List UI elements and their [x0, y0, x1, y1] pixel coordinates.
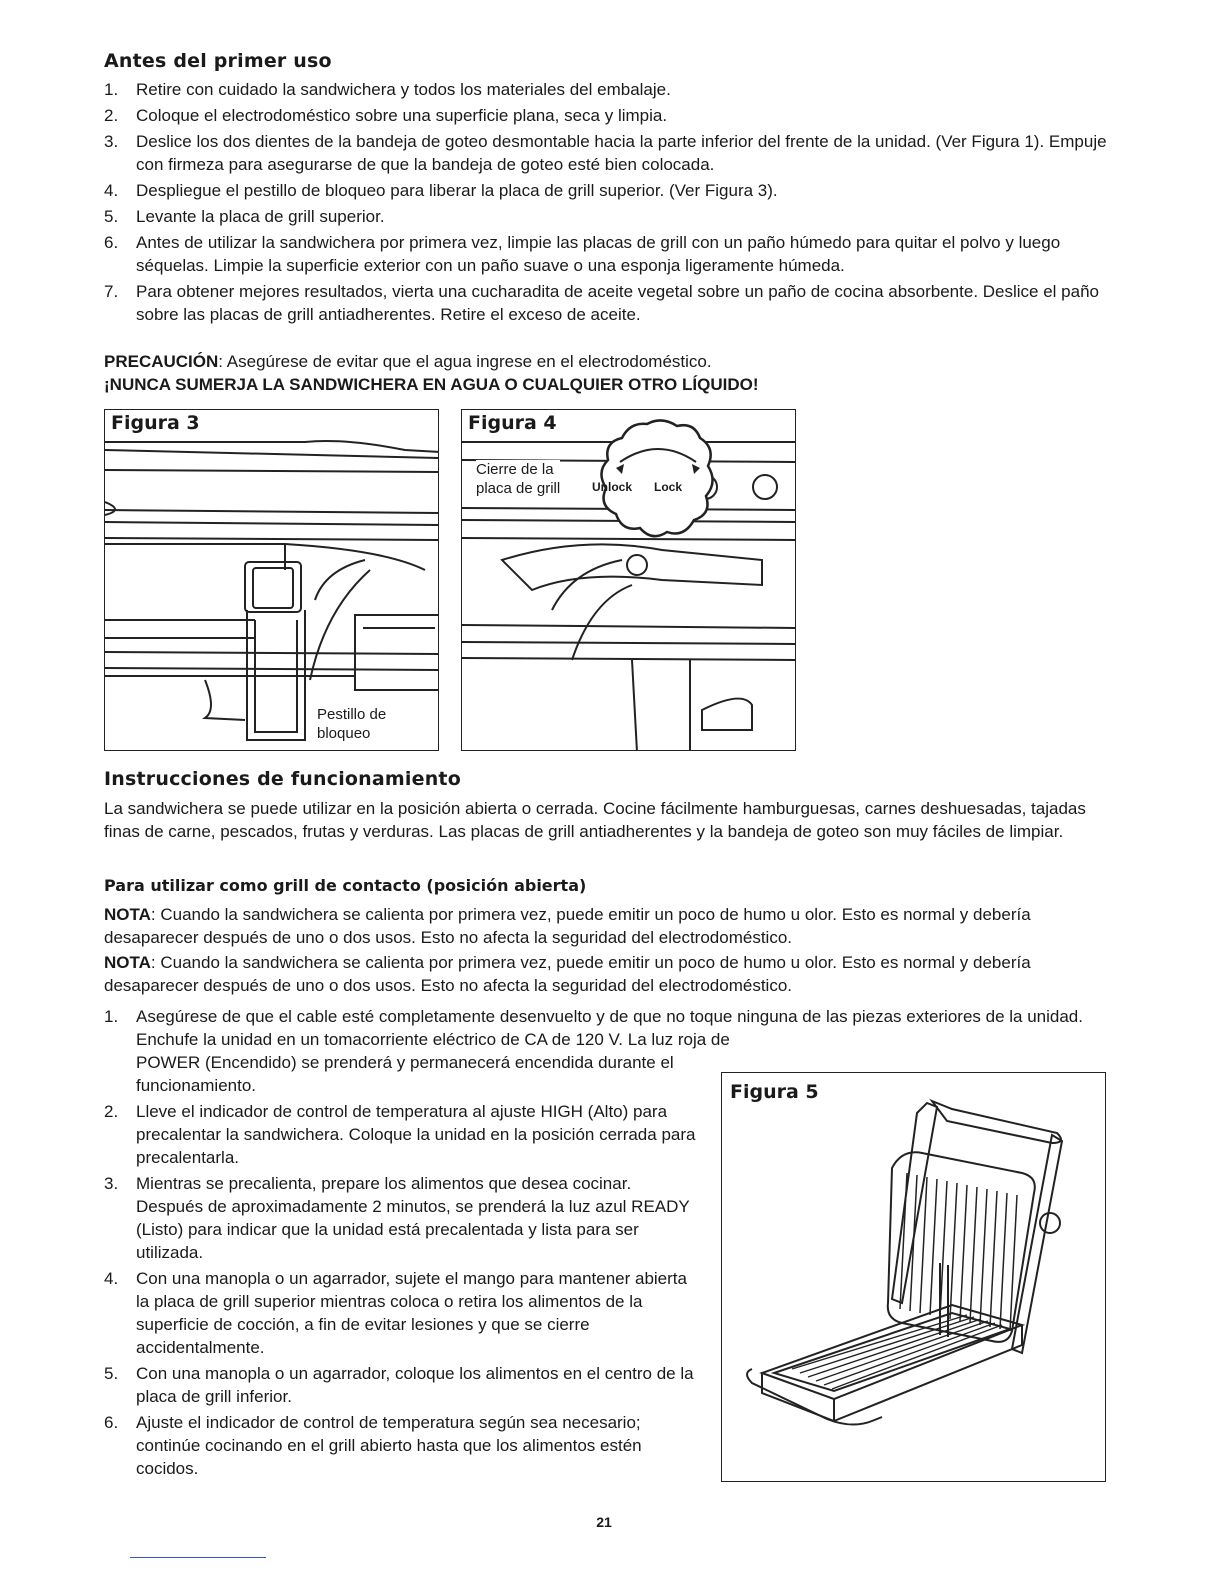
figure-3 — [104, 409, 439, 751]
list-item: 3. Mientras se precalienta, prepare los alimentos que desea cocinar. Después de aproximadamente 2 minutos, se prenderá la luz azul READY (Listo) para indicar que la unidad está precalentada y lista para ser utilizada. — [104, 1174, 690, 1262]
list-item: 2. Lleve el indicador de control de temperatura al ajuste HIGH (Alto) para precalentar la sandwichera. Coloque la unidad en la posición cerrada para precalentarla. — [104, 1102, 696, 1167]
figure-4 — [461, 409, 796, 751]
figure-4-title: Figura 4 — [468, 412, 561, 434]
figure-3-title: Figura 3 — [111, 412, 204, 434]
list-item: 1. Retire con cuidado la sandwichera y todos los materiales del embalaje. — [104, 80, 671, 99]
unlock-label: Unlock — [592, 480, 633, 494]
open-grill-illustration — [722, 1073, 1106, 1482]
note-2: NOTA: Cuando la sandwichera se calienta por primera vez, puede emitir un poco de humo u olor. Esto es normal y debería desaparecer después de uno o dos usos. Esto no afecta la seguridad del electrodoméstico. — [104, 953, 1031, 995]
section-title-contact-grill: Para utilizar como grill de contacto (posición abierta) — [104, 876, 587, 895]
list-item: 6. Antes de utilizar la sandwichera por primera vez, limpie las placas de grill con un paño húmedo para quitar el polvo y luego séquelas. Limpie la superficie exterior con un paño suave o una esponja ligeramente húmeda. — [104, 233, 1061, 275]
list-item: 5. Con una manopla o un agarrador, coloque los alimentos en el centro de la placa de grill inferior. — [104, 1364, 694, 1406]
note-1: NOTA: Cuando la sandwichera se calienta por primera vez, puede emitir un poco de humo u olor. Esto es normal y debería desaparecer después de uno o dos usos. Esto no afecta la seguridad del electrodoméstico. — [104, 905, 1031, 947]
operating-intro: La sandwichera se puede utilizar en la posición abierta o cerrada. Cocine fácilmente hamburguesas, carnes deshuesadas, tajadas finas de carne, pescados, frutas y verduras. Las placas de grill antiadherentes y la bandeja de goteo son muy fáciles de limpiar. — [104, 799, 1086, 841]
warning-text: ¡NUNCA SUMERJA LA SANDWICHERA EN AGUA O CUALQUIER OTRO LÍQUIDO! — [104, 375, 759, 394]
caution-label: PRECAUCIÓN — [104, 352, 219, 371]
latch-illustration — [105, 410, 439, 751]
list-item: 7. Para obtener mejores resultados, vierta una cucharadita de aceite vegetal sobre un paño de cocina absorbente. Deslice el paño sobre las placas de grill antiadherentes. Retire el exceso de aceite. — [104, 282, 1099, 324]
list-item: 6. Ajuste el indicador de control de temperatura según sea necesario; continúe cocinando en el grill abierto hasta que los alimentos estén cocidos. — [104, 1413, 642, 1478]
section-title-before-first-use: Antes del primer uso — [104, 50, 332, 72]
caution-line — [104, 350, 1114, 373]
list-item: 2. Coloque el electrodoméstico sobre una superficie plana, seca y limpia. — [104, 106, 668, 125]
caution-text: : Asegúrese de evitar que el agua ingrese en el electrodoméstico. — [218, 352, 712, 371]
list-item: 5. Levante la placa de grill superior. — [104, 207, 385, 226]
page-number: 21 — [596, 1514, 612, 1530]
contact-grill-steps — [104, 1100, 696, 1483]
contact-grill-step-1: 1. Asegúrese de que el cable esté completamente desenvuelto y de que no toque ninguna de las piezas exteriores de la unidad. Enchufe la unidad en un tomacorriente eléctrico de CA de 120 V. La luz roja de — [104, 1007, 1083, 1049]
contact-grill-step-1-cont: POWER (Encendido) se prenderá y permanecerá encendida durante el funcionamiento. — [136, 1053, 674, 1095]
first-use-steps — [104, 78, 1114, 329]
list-item: 4. Despliegue el pestillo de bloqueo para liberar la placa de grill superior. (Ver Figura 3). — [104, 181, 778, 200]
latch-label: Pestillo de bloqueo — [317, 706, 387, 742]
section-title-operating-instructions: Instrucciones de funcionamiento — [104, 768, 461, 790]
figure-5 — [721, 1072, 1106, 1482]
list-item: 4. Con una manopla o un agarrador, sujete el mango para mantener abierta la placa de grill superior mientras coloca o retira los alimentos de la superficie de cocción, a fin de evitar lesiones y que se cierre accidentalmente. — [104, 1269, 687, 1357]
plate-lock-label: Cierre de la placa de grill — [476, 461, 561, 497]
footer-rule — [130, 1557, 266, 1558]
lock-knob — [601, 420, 712, 536]
lock-label: Lock — [654, 480, 683, 494]
figure-5-title: Figura 5 — [730, 1081, 823, 1103]
list-item: 3. Deslice los dos dientes de la bandeja de goteo desmontable hacia la parte inferior del frente de la unidad. (Ver Figura 1). Empuje con firmeza para asegurarse de que la bandeja de goteo esté bien colocada. — [104, 132, 1107, 174]
